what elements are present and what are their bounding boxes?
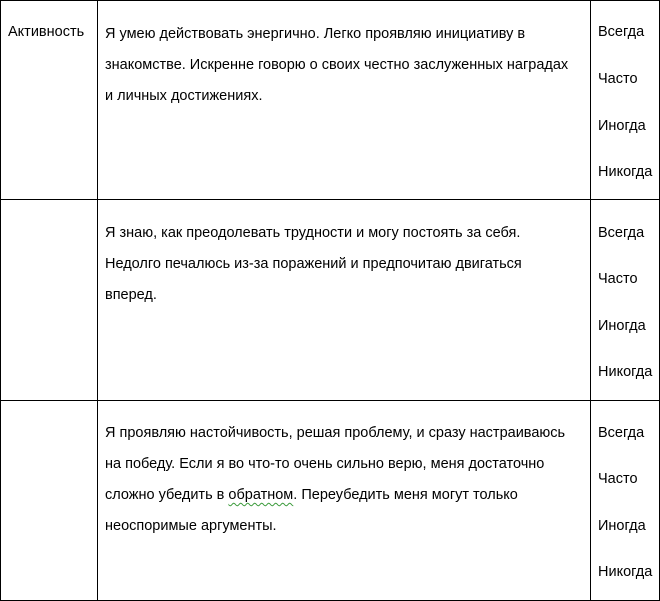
option-never: Никогда: [598, 164, 653, 180]
option-sometimes: Иногда: [598, 518, 646, 534]
statement-cell-1: [105, 19, 589, 112]
statement-line: Я умею действовать энергично. Легко проявляю инициативу в: [105, 26, 526, 42]
statement-line: на победу. Если я во что-то очень сильно верю, меня достаточно: [105, 456, 545, 472]
statement-line: знакомстве. Искренне говорю о своих честно заслуженных наградах: [105, 57, 569, 73]
statement-line: [105, 480, 589, 511]
option-always: Всегда: [598, 425, 645, 441]
statement-line: Я знаю, как преодолевать трудности и могу постоять за себя.: [105, 225, 521, 241]
statement-line: и личных достижениях.: [105, 88, 263, 104]
row-divider-1: [0, 199, 660, 200]
option-often: Часто: [598, 471, 638, 487]
category-cell: Активность: [8, 24, 85, 40]
statement-cell-3: [105, 418, 589, 542]
statement-text: . Переубедить меня могут только: [293, 487, 518, 503]
spellcheck-flagged-word: обратном: [228, 487, 294, 503]
statement-line: неоспоримые аргументы.: [105, 518, 277, 534]
statement-text: сложно убедить в: [105, 487, 229, 503]
statement-cell-2: [105, 218, 589, 311]
table-border-top: [0, 0, 660, 1]
option-never: Никогда: [598, 564, 653, 580]
option-always: Всегда: [598, 24, 645, 40]
table-border-left: [0, 0, 1, 601]
statement-line: Недолго печалюсь из-за поражений и предпочитаю двигаться: [105, 256, 522, 272]
option-never: Никогда: [598, 364, 653, 380]
option-sometimes: Иногда: [598, 118, 646, 134]
option-often: Часто: [598, 71, 638, 87]
column-divider-1: [97, 0, 98, 601]
statement-line: вперед.: [105, 287, 157, 303]
option-always: Всегда: [598, 225, 645, 241]
column-divider-2: [590, 0, 591, 601]
row-divider-2: [0, 400, 660, 401]
option-sometimes: Иногда: [598, 318, 646, 334]
statement-line: Я проявляю настойчивость, решая проблему, и сразу настраиваюсь: [105, 425, 566, 441]
option-often: Часто: [598, 271, 638, 287]
